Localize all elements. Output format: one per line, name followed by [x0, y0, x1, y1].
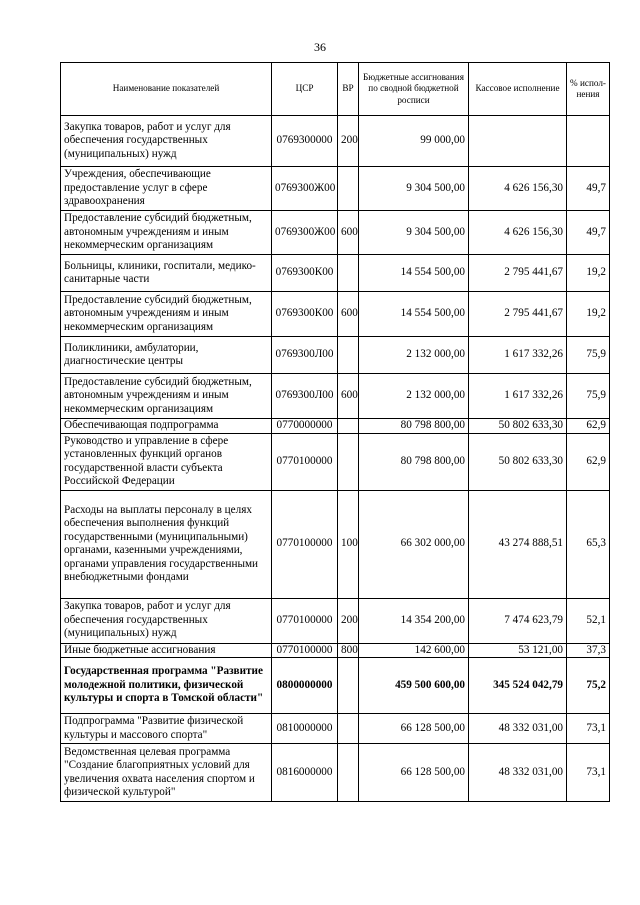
cell-pct: 73,1 [567, 744, 610, 802]
cell-name: Закупка товаров, работ и услуг для обеспечения государственных (муниципальных) нужд [61, 116, 272, 167]
cell-name: Ведомственная целевая программа "Создание благоприятных условий для увеличения охвата населения спортом и физической культурой" [61, 744, 272, 802]
budget-table [60, 62, 610, 802]
cell-name: Учреждения, обеспечивающие предоставление услуг в сфере здравоохранения [61, 167, 272, 211]
cell-vr [338, 419, 359, 434]
cell-pct: 19,2 [567, 255, 610, 292]
cell-plan: 66 128 500,00 [359, 744, 469, 802]
cell-exec: 50 802 633,30 [469, 419, 567, 434]
cell-csr: 0770100000 [272, 598, 338, 643]
cell-vr: 600 [338, 211, 359, 255]
header-pct: % испол-нения [567, 63, 610, 116]
cell-exec: 1 617 332,26 [469, 337, 567, 374]
cell-plan: 9 304 500,00 [359, 167, 469, 211]
cell-pct: 75,9 [567, 337, 610, 374]
cell-pct: 52,1 [567, 598, 610, 643]
cell-name: Иные бюджетные ассигнования [61, 643, 272, 658]
cell-vr [338, 255, 359, 292]
header-csr: ЦСР [272, 63, 338, 116]
cell-name: Подпрограмма "Развитие физической культуры и массового спорта" [61, 714, 272, 744]
cell-plan: 2 132 000,00 [359, 337, 469, 374]
cell-exec [469, 116, 567, 167]
cell-plan: 142 600,00 [359, 643, 469, 658]
cell-vr [338, 744, 359, 802]
cell-pct: 37,3 [567, 643, 610, 658]
cell-exec: 4 626 156,30 [469, 167, 567, 211]
cell-csr: 0770100000 [272, 490, 338, 598]
cell-name: Закупка товаров, работ и услуг для обеспечения государственных (муниципальных) нужд [61, 598, 272, 643]
cell-exec: 2 795 441,67 [469, 255, 567, 292]
table-row [61, 714, 610, 744]
table-row [61, 211, 610, 255]
cell-plan: 99 000,00 [359, 116, 469, 167]
cell-exec: 4 626 156,30 [469, 211, 567, 255]
cell-plan: 14 354 200,00 [359, 598, 469, 643]
cell-exec: 7 474 623,79 [469, 598, 567, 643]
table-row [61, 658, 610, 714]
cell-pct: 75,9 [567, 374, 610, 419]
cell-plan: 459 500 600,00 [359, 658, 469, 714]
cell-csr: 0769300Л00 [272, 337, 338, 374]
cell-pct: 49,7 [567, 167, 610, 211]
table-body [61, 116, 610, 802]
table-row [61, 374, 610, 419]
cell-csr: 0770000000 [272, 419, 338, 434]
cell-pct [567, 116, 610, 167]
cell-csr: 0769300Ж00 [272, 211, 338, 255]
cell-csr: 0800000000 [272, 658, 338, 714]
cell-exec: 53 121,00 [469, 643, 567, 658]
table-row [61, 598, 610, 643]
cell-vr [338, 658, 359, 714]
cell-vr: 200 [338, 598, 359, 643]
cell-vr [338, 337, 359, 374]
cell-csr: 0769300Ж00 [272, 167, 338, 211]
cell-name: Руководство и управление в сфере установленных функций органов государственной власти субъекта Российской Федерации [61, 433, 272, 490]
table-row [61, 292, 610, 337]
cell-name: Больницы, клиники, госпитали, медико-санитарные части [61, 255, 272, 292]
header-exec: Кассовое исполнение [469, 63, 567, 116]
cell-name: Предоставление субсидий бюджетным, автономным учреждениям и иным некоммерческим организациям [61, 374, 272, 419]
cell-plan: 80 798 800,00 [359, 433, 469, 490]
cell-vr: 600 [338, 292, 359, 337]
cell-name: Обеспечивающая подпрограмма [61, 419, 272, 434]
cell-vr [338, 167, 359, 211]
cell-csr: 0769300К00 [272, 255, 338, 292]
cell-plan: 2 132 000,00 [359, 374, 469, 419]
cell-name: Поликлиники, амбулатории, диагностические центры [61, 337, 272, 374]
cell-plan: 66 128 500,00 [359, 714, 469, 744]
table-row [61, 744, 610, 802]
page-number: 36 [314, 40, 326, 54]
cell-exec: 43 274 888,51 [469, 490, 567, 598]
cell-exec: 2 795 441,67 [469, 292, 567, 337]
cell-pct: 75,2 [567, 658, 610, 714]
cell-csr: 0769300Л00 [272, 374, 338, 419]
table-row [61, 116, 610, 167]
table-row [61, 337, 610, 374]
cell-vr: 200 [338, 116, 359, 167]
cell-plan: 66 302 000,00 [359, 490, 469, 598]
cell-name: Предоставление субсидий бюджетным, автономным учреждениям и иным некоммерческим организациям [61, 292, 272, 337]
cell-plan: 14 554 500,00 [359, 255, 469, 292]
cell-vr [338, 714, 359, 744]
cell-pct: 73,1 [567, 714, 610, 744]
cell-exec: 1 617 332,26 [469, 374, 567, 419]
cell-plan: 9 304 500,00 [359, 211, 469, 255]
cell-plan: 14 554 500,00 [359, 292, 469, 337]
header-plan: Бюджетные ассигнования по сводной бюджетной росписи [359, 63, 469, 116]
cell-csr: 0769300000 [272, 116, 338, 167]
cell-pct: 62,9 [567, 433, 610, 490]
cell-pct: 49,7 [567, 211, 610, 255]
cell-vr: 600 [338, 374, 359, 419]
cell-exec: 48 332 031,00 [469, 744, 567, 802]
cell-exec: 345 524 042,79 [469, 658, 567, 714]
cell-pct: 19,2 [567, 292, 610, 337]
cell-csr: 0769300К00 [272, 292, 338, 337]
cell-pct: 65,3 [567, 490, 610, 598]
cell-plan: 80 798 800,00 [359, 419, 469, 434]
cell-vr: 100 [338, 490, 359, 598]
table-row [61, 167, 610, 211]
table-row [61, 490, 610, 598]
cell-csr: 0816000000 [272, 744, 338, 802]
cell-name: Расходы на выплаты персоналу в целях обеспечения выполнения функций государственными (муниципальными) органами, казенными учреждениями, органами управления государственными внебюджетными фондами [61, 490, 272, 598]
header-name: Наименование показателей [61, 63, 272, 116]
cell-csr: 0770100000 [272, 643, 338, 658]
cell-pct: 62,9 [567, 419, 610, 434]
cell-vr: 800 [338, 643, 359, 658]
cell-csr: 0810000000 [272, 714, 338, 744]
cell-csr: 0770100000 [272, 433, 338, 490]
table-row [61, 255, 610, 292]
cell-exec: 50 802 633,30 [469, 433, 567, 490]
cell-vr [338, 433, 359, 490]
cell-name: Предоставление субсидий бюджетным, автономным учреждениям и иным некоммерческим организациям [61, 211, 272, 255]
cell-name: Государственная программа "Развитие молодежной политики, физической культуры и спорта в Томской области" [61, 658, 272, 714]
table-row [61, 433, 610, 490]
cell-exec: 48 332 031,00 [469, 714, 567, 744]
header-vr: ВР [338, 63, 359, 116]
table-row [61, 419, 610, 434]
table-row [61, 643, 610, 658]
